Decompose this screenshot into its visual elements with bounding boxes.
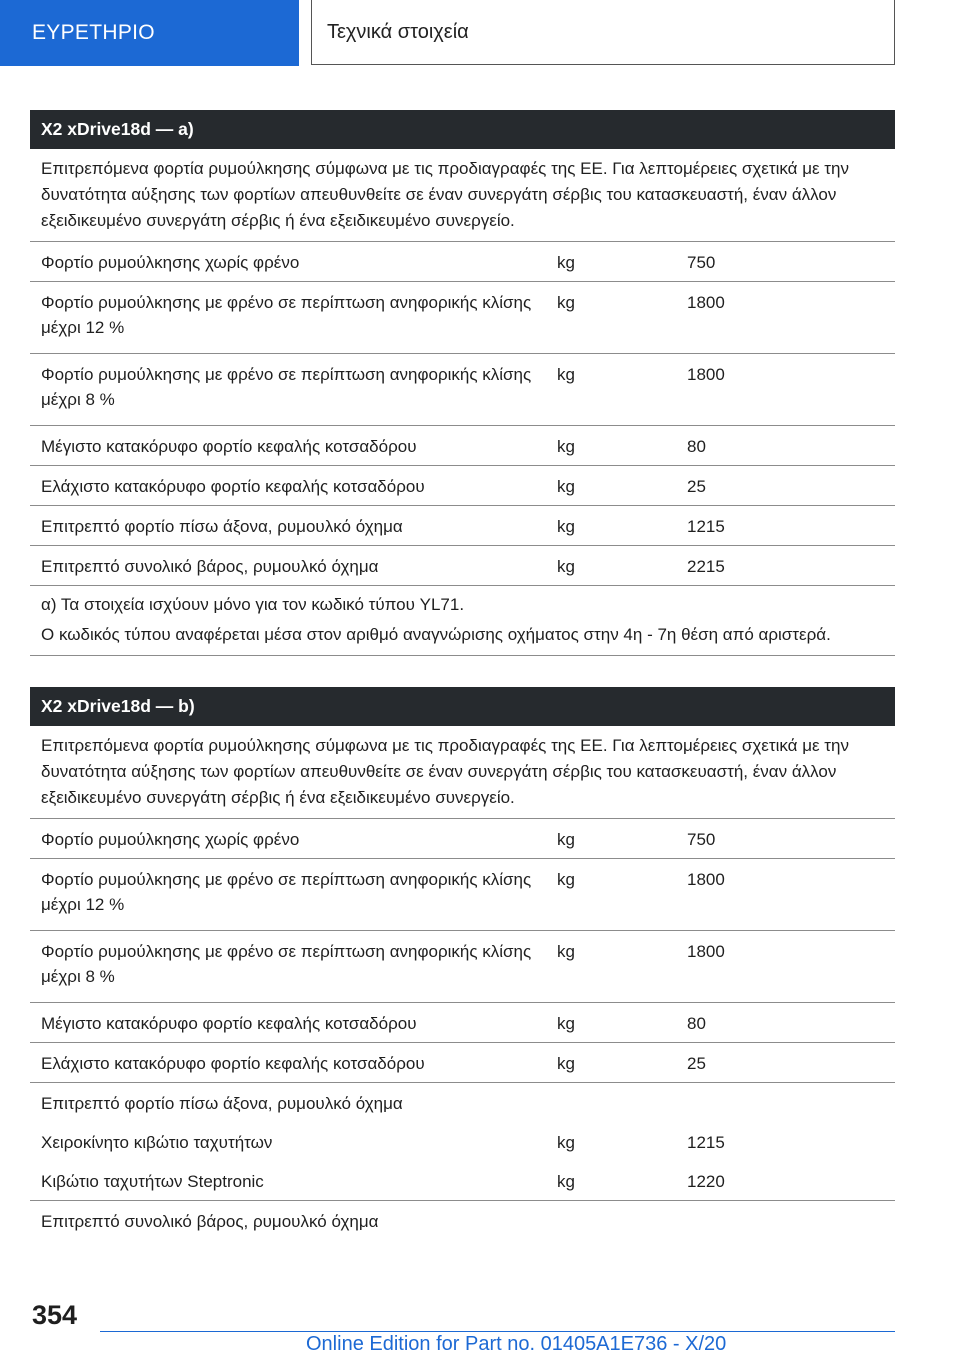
row-unit: kg <box>557 830 575 849</box>
row-value: 80 <box>687 437 706 456</box>
table-row <box>30 1043 895 1083</box>
table-row <box>30 242 895 282</box>
row-unit: kg <box>557 1014 575 1033</box>
section-b <box>30 687 895 1240</box>
row-label: Κιβώτιο ταχυτήτων Steptronic <box>41 1172 264 1191</box>
row-value: 1800 <box>687 870 725 889</box>
row-unit: kg <box>557 557 575 576</box>
row-value: 2215 <box>687 557 725 576</box>
table-row <box>30 466 895 506</box>
section-heading: X2 xDrive18d — b) <box>30 687 895 726</box>
row-label: Φορτίο ρυμούλκησης χωρίς φρένο <box>41 253 300 272</box>
row-label: Ελάχιστο κατακόρυφο φορτίο κεφαλής κοτσαδόρου <box>41 477 425 496</box>
row-value: 1800 <box>687 365 725 384</box>
row-unit: kg <box>557 942 575 961</box>
row-value: 1215 <box>687 517 725 536</box>
row-value: 1800 <box>687 293 725 312</box>
row-label: Χειροκίνητο κιβώτιο ταχυτήτων <box>41 1133 273 1152</box>
section-intro: Επιτρεπόμενα φορτία ρυμούλκησης σύμφωνα με τις προδιαγραφές της ΕΕ. Για λεπτομέρειες σχετικά με την δυνατότητα αύξησης των φορτίων απευθυνθείτε σε έναν συνεργάτη σέρβις του κατασκευαστή, έναν άλλον εξειδικευμένο συνεργάτη σέρβις ή ένα εξειδικευμένο συνεργείο. <box>30 726 895 819</box>
row-unit: kg <box>557 517 575 536</box>
footer-divider <box>100 1331 895 1332</box>
section-intro: Επιτρεπόμενα φορτία ρυμούλκησης σύμφωνα με τις προδιαγραφές της ΕΕ. Για λεπτομέρειες σχετικά με την δυνατότητα αύξησης των φορτίων απευθυνθείτε σε έναν συνεργάτη σέρβις του κατασκευαστή, έναν άλλον εξειδικευμένο συνεργάτη σέρβις ή ένα εξειδικευμένο συνεργείο. <box>30 149 895 242</box>
row-unit: kg <box>557 437 575 456</box>
table-group-heading <box>30 1083 895 1122</box>
table-group-heading <box>30 1201 895 1240</box>
row-label: Φορτίο ρυμούλκησης χωρίς φρένο <box>41 830 300 849</box>
row-unit: kg <box>557 253 575 272</box>
row-value: 750 <box>687 253 716 272</box>
table-row <box>30 931 895 1003</box>
row-label: Φορτίο ρυμούλκησης με φρένο σε περίπτωση ανηφορικής κλίσης μέχρι 12 % <box>41 870 532 914</box>
row-label: Επιτρεπτό συνολικό βάρος, ρυμουλκό όχημα <box>41 1212 379 1231</box>
row-value: 25 <box>687 1054 706 1073</box>
row-unit: kg <box>557 477 575 496</box>
row-label: Επιτρεπτό συνολικό βάρος, ρυμουλκό όχημα <box>41 557 379 576</box>
row-label: Επιτρεπτό φορτίο πίσω άξονα, ρυμουλκό όχημα <box>41 517 403 536</box>
section-title-tab[interactable]: Τεχνικά στοιχεία <box>311 0 895 65</box>
section-a <box>30 110 895 656</box>
table-row <box>30 354 895 426</box>
row-value: 750 <box>687 830 716 849</box>
footnote <box>30 586 895 656</box>
row-unit: kg <box>557 1133 575 1152</box>
row-value: 1220 <box>687 1172 725 1191</box>
index-tab[interactable]: ΕΥΡΕΤΗΡΙΟ <box>0 0 299 66</box>
row-unit: kg <box>557 1054 575 1073</box>
row-label: Φορτίο ρυμούλκησης με φρένο σε περίπτωση ανηφορικής κλίσης μέχρι 8 % <box>41 942 532 986</box>
top-bar <box>0 0 960 66</box>
row-unit: kg <box>557 365 575 384</box>
table-row <box>30 819 895 859</box>
row-label: Μέγιστο κατακόρυφο φορτίο κεφαλής κοτσαδόρου <box>41 437 417 456</box>
row-unit: kg <box>557 293 575 312</box>
table-row <box>30 859 895 931</box>
page-content <box>30 110 895 1271</box>
row-label: Ελάχιστο κατακόρυφο φορτίο κεφαλής κοτσαδόρου <box>41 1054 425 1073</box>
table-row <box>30 546 895 586</box>
table-row <box>30 426 895 466</box>
row-label: Μέγιστο κατακόρυφο φορτίο κεφαλής κοτσαδόρου <box>41 1014 417 1033</box>
table-row <box>30 506 895 546</box>
row-value: 80 <box>687 1014 706 1033</box>
row-unit: kg <box>557 870 575 889</box>
section-heading: X2 xDrive18d — a) <box>30 110 895 149</box>
row-value: 1800 <box>687 942 725 961</box>
row-value: 1215 <box>687 1133 725 1152</box>
table-row <box>30 1003 895 1043</box>
table-row <box>30 282 895 354</box>
footnote-type-code: α) Τα στοιχεία ισχύουν μόνο για τον κωδικό τύπου YL71. <box>41 595 465 614</box>
footnote-vin-position: Ο κωδικός τύπου αναφέρεται μέσα στον αριθμό αναγνώρισης οχήματος στην 4η - 7η θέση από αριστερά. <box>41 625 831 644</box>
row-label: Φορτίο ρυμούλκησης με φρένο σε περίπτωση ανηφορικής κλίσης μέχρι 8 % <box>41 365 532 409</box>
row-label: Επιτρεπτό φορτίο πίσω άξονα, ρυμουλκό όχημα <box>41 1094 403 1113</box>
edition-link[interactable]: Online Edition for Part no. 01405A1E736 - X/20 <box>306 1333 727 1355</box>
row-label: Φορτίο ρυμούλκησης με φρένο σε περίπτωση ανηφορικής κλίσης μέχρι 12 % <box>41 293 532 337</box>
table-row <box>30 1122 895 1161</box>
row-unit: kg <box>557 1172 575 1191</box>
page-footer <box>0 1300 960 1362</box>
row-value: 25 <box>687 477 706 496</box>
page-number: 354 <box>32 1300 78 1330</box>
table-row <box>30 1161 895 1201</box>
